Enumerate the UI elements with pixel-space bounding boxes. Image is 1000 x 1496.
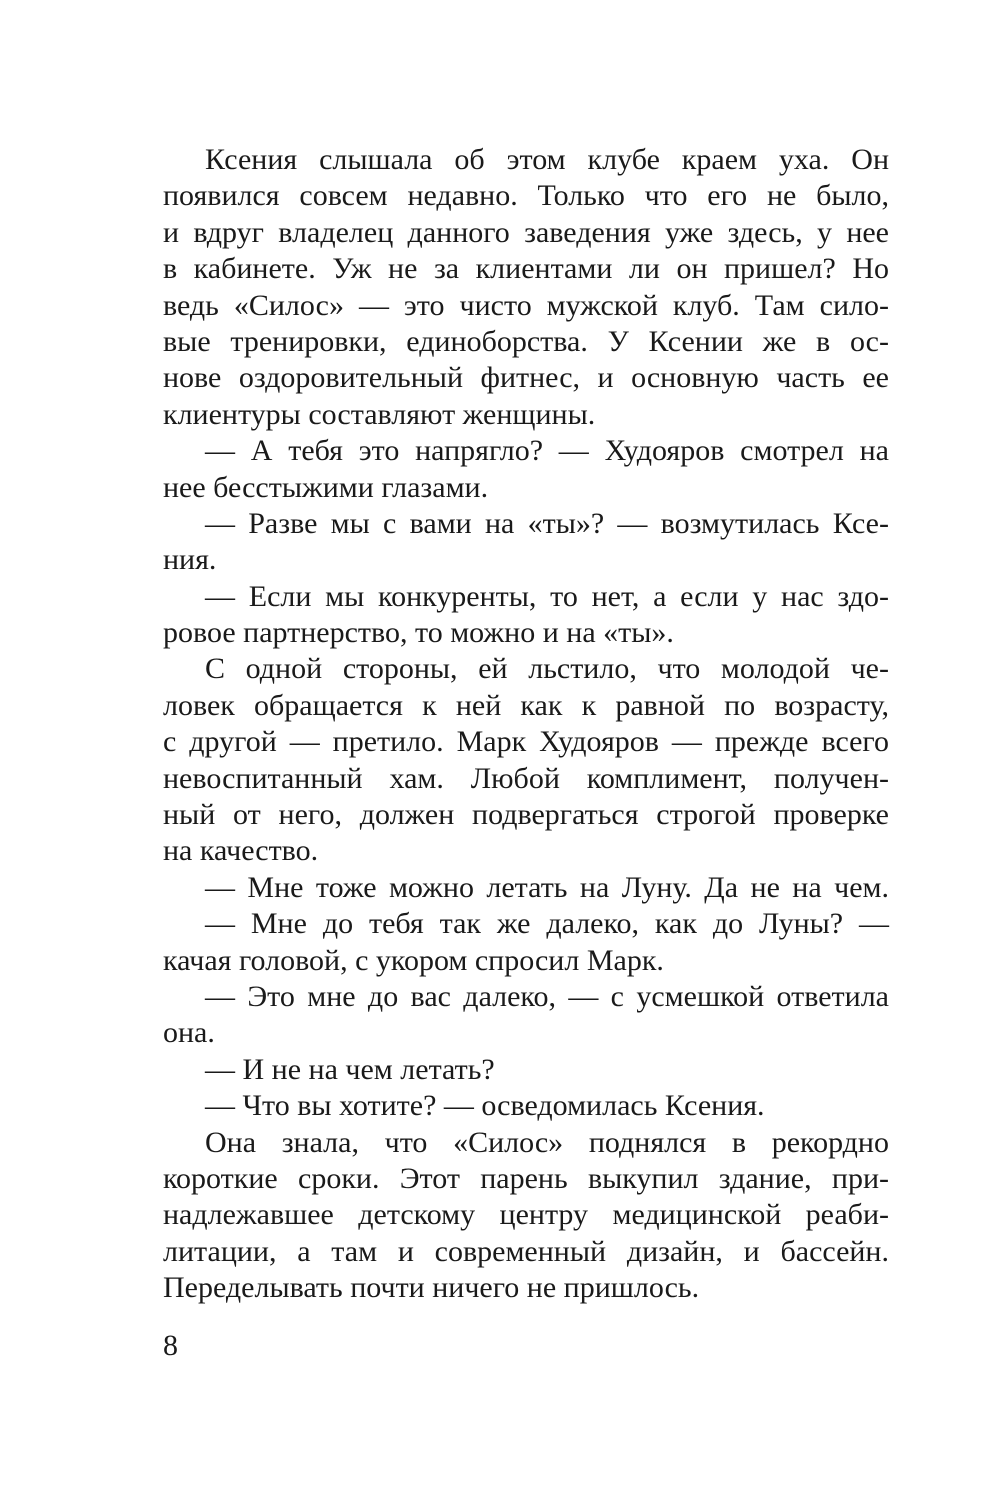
text-line: Ксения слышала об этом клубе краем уха. Он: [205, 143, 889, 176]
text-line: — А тебя это напрягло? — Худояров смотрел на: [205, 434, 889, 468]
text-line: надлежавшее детскому центру медицинской реаби-: [163, 1198, 889, 1232]
text-line: она.: [163, 1016, 215, 1050]
text-line: ловек обращается к ней как к равной по возрасту,: [163, 688, 889, 722]
text-line: короткие сроки. Этот парень выкупил здание, при-: [163, 1161, 889, 1195]
text-line: нове оздоровительный фитнес, и основную часть ее: [163, 361, 889, 395]
text-line: в кабинете. Уж не за клиентами ли он пришел? Но: [163, 252, 889, 286]
text-line: ведь «Силос» — это чисто мужской клуб. Там сило-: [163, 288, 889, 322]
text-line: и вдруг владелец данного заведения уже здесь, у нее: [163, 215, 889, 249]
text-line: качая головой, с укором спросил Марк.: [163, 943, 664, 977]
text-line: — Если мы конкуренты, то нет, а если у нас здо-: [205, 579, 889, 613]
text-line: — Это мне до вас далеко, — с усмешкой ответила: [205, 979, 889, 1013]
text-line: С одной стороны, ей льстило, что молодой че-: [205, 652, 889, 686]
text-line: Переделывать почти ничего не пришлось.: [163, 1271, 700, 1305]
text-line: вые тренировки, единоборства. У Ксении же в ос-: [163, 324, 889, 358]
text-line: — Что вы хотите? — осведомилась Ксения.: [205, 1089, 765, 1123]
page-number: 8: [163, 1329, 178, 1362]
text-line: нее бесстыжими глазами.: [163, 470, 489, 504]
text-line: — Мне до тебя так же далеко, как до Луны? —: [205, 907, 889, 941]
book-page: [163, 142, 889, 1307]
text-line: литации, а там и современный дизайн, и бассейн.: [163, 1234, 889, 1268]
body-text: [163, 142, 889, 1307]
text-line: Она знала, что «Силос» поднялся в рекордно: [205, 1125, 889, 1159]
text-line: клиентуры составляют женщины.: [163, 397, 596, 431]
text-line: ния.: [163, 543, 217, 577]
text-line: на качество.: [163, 834, 319, 868]
text-line: ный от него, должен подвергаться строгой проверке: [163, 798, 889, 832]
text-line: ровое партнерство, то можно и на «ты».: [163, 616, 674, 650]
text-line: с другой — претило. Марк Худояров — прежде всего: [163, 725, 889, 759]
text-line: — И не на чем летать?: [205, 1052, 495, 1086]
text-line: появился совсем недавно. Только что его не было,: [163, 179, 889, 213]
text-line: невоспитанный хам. Любой комплимент, получен-: [163, 761, 889, 795]
text-line: — Мне тоже можно летать на Луну. Да не на чем.: [205, 870, 889, 904]
text-line: — Разве мы с вами на «ты»? — возмутилась Ксе-: [205, 506, 889, 540]
